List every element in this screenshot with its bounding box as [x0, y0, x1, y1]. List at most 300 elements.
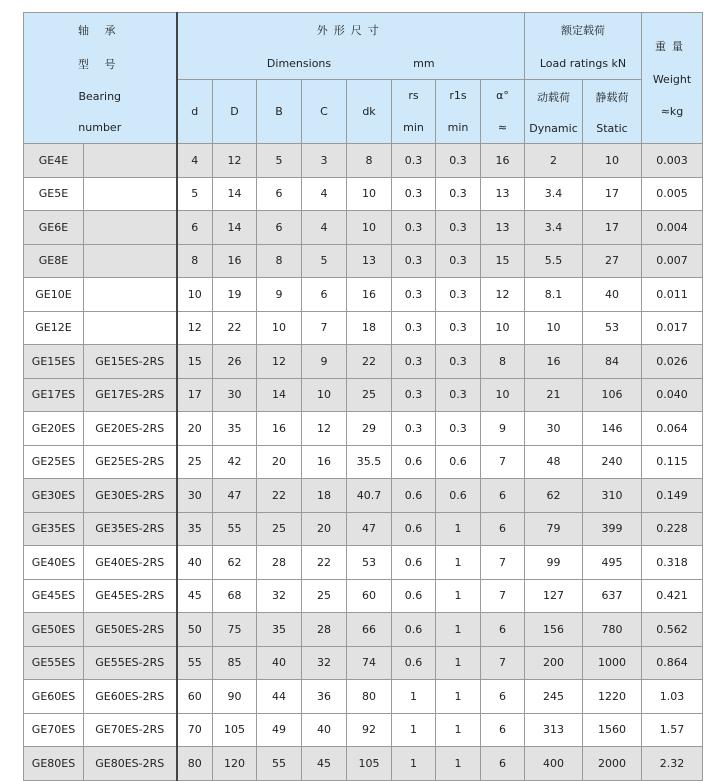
cell-d: 4	[177, 144, 213, 178]
cell-B: 55	[257, 747, 302, 781]
table-row	[24, 244, 703, 278]
cell-weight: 0.318	[642, 546, 703, 580]
table-row	[24, 747, 703, 781]
cell-C: 4	[302, 211, 347, 245]
cell-model-2rs: GE80ES-2RS	[84, 747, 177, 781]
cell-C: 9	[302, 345, 347, 379]
cell-r1s: 0.3	[436, 278, 481, 312]
cell-rs: 0.3	[392, 345, 436, 379]
cell-dk: 74	[347, 646, 392, 680]
cell-weight: 0.064	[642, 412, 703, 446]
load-ratings-en: Load ratings kN	[539, 56, 627, 70]
cell-dynamic-load: 3.4	[525, 177, 583, 211]
cell-d: 30	[177, 479, 213, 513]
dimensions-header	[177, 13, 525, 80]
cell-r1s: 0.3	[436, 177, 481, 211]
cell-D: 68	[213, 579, 257, 613]
table-row	[24, 412, 703, 446]
bearing-en-line1: Bearing	[78, 89, 122, 103]
cell-weight: 0.026	[642, 345, 703, 379]
cell-C: 18	[302, 479, 347, 513]
cell-static-load: 495	[583, 546, 642, 580]
table-row	[24, 680, 703, 714]
cell-dk: 25	[347, 378, 392, 412]
cell-model-e: GE17ES	[24, 378, 84, 412]
col-alpha-label: α°	[496, 89, 509, 103]
cell-alpha: 7	[481, 646, 525, 680]
cell-model-e: GE40ES	[24, 546, 84, 580]
cell-dk: 35.5	[347, 445, 392, 479]
cell-dk: 53	[347, 546, 392, 580]
cell-dynamic-load: 400	[525, 747, 583, 781]
cell-weight: 0.115	[642, 445, 703, 479]
cell-B: 12	[257, 345, 302, 379]
cell-r1s: 0.3	[436, 244, 481, 278]
cell-weight: 0.228	[642, 512, 703, 546]
cell-r1s: 0.3	[436, 211, 481, 245]
cell-r1s: 0.3	[436, 378, 481, 412]
cell-B: 40	[257, 646, 302, 680]
cell-D: 120	[213, 747, 257, 781]
cell-model-e: GE6E	[24, 211, 84, 245]
cell-r1s: 1	[436, 713, 481, 747]
col-D-header: D	[213, 80, 257, 144]
cell-model-2rs	[84, 211, 177, 245]
cell-dk: 29	[347, 412, 392, 446]
cell-d: 15	[177, 345, 213, 379]
cell-model-e: GE12E	[24, 311, 84, 345]
cell-weight: 0.004	[642, 211, 703, 245]
cell-r1s: 1	[436, 546, 481, 580]
cell-model-2rs: GE30ES-2RS	[84, 479, 177, 513]
cell-model-e: GE5E	[24, 177, 84, 211]
cell-r1s: 1	[436, 579, 481, 613]
cell-alpha: 9	[481, 412, 525, 446]
table-row	[24, 512, 703, 546]
cell-B: 49	[257, 713, 302, 747]
cell-C: 32	[302, 646, 347, 680]
bearing-number-header	[24, 13, 177, 144]
cell-model-e: GE4E	[24, 144, 84, 178]
cell-dynamic-load: 48	[525, 445, 583, 479]
cell-d: 45	[177, 579, 213, 613]
table-row	[24, 345, 703, 379]
col-static-header	[583, 80, 642, 144]
col-alpha-sub: ≈	[497, 120, 508, 134]
cell-model-2rs	[84, 278, 177, 312]
cell-C: 20	[302, 512, 347, 546]
cell-C: 28	[302, 613, 347, 647]
col-r1s-header	[436, 80, 481, 144]
cell-D: 12	[213, 144, 257, 178]
cell-d: 8	[177, 244, 213, 278]
cell-model-e: GE60ES	[24, 680, 84, 714]
cell-d: 5	[177, 177, 213, 211]
load-ratings-header	[525, 13, 642, 80]
cell-D: 26	[213, 345, 257, 379]
col-C-header: C	[302, 80, 347, 144]
cell-D: 22	[213, 311, 257, 345]
cell-dynamic-load: 5.5	[525, 244, 583, 278]
cell-static-load: 40	[583, 278, 642, 312]
bearing-en-line2: number	[78, 120, 122, 134]
weight-cn: 重量	[655, 39, 689, 53]
cell-rs: 0.3	[392, 378, 436, 412]
cell-model-e: GE30ES	[24, 479, 84, 513]
cell-weight: 0.040	[642, 378, 703, 412]
cell-alpha: 10	[481, 311, 525, 345]
cell-weight: 2.32	[642, 747, 703, 781]
cell-alpha: 13	[481, 211, 525, 245]
cell-weight: 0.864	[642, 646, 703, 680]
cell-alpha: 7	[481, 579, 525, 613]
cell-model-e: GE50ES	[24, 613, 84, 647]
cell-alpha: 15	[481, 244, 525, 278]
weight-header	[642, 13, 703, 144]
weight-en: Weight	[652, 72, 692, 86]
cell-alpha: 10	[481, 378, 525, 412]
cell-static-load: 637	[583, 579, 642, 613]
cell-model-2rs: GE70ES-2RS	[84, 713, 177, 747]
cell-static-load: 84	[583, 345, 642, 379]
cell-B: 8	[257, 244, 302, 278]
cell-d: 80	[177, 747, 213, 781]
cell-D: 105	[213, 713, 257, 747]
bearing-cn-line2: 型 号	[78, 58, 122, 72]
cell-D: 47	[213, 479, 257, 513]
col-d-header: d	[177, 80, 213, 144]
cell-model-2rs: GE40ES-2RS	[84, 546, 177, 580]
col-dk-header: dk	[347, 80, 392, 144]
cell-d: 6	[177, 211, 213, 245]
cell-dk: 60	[347, 579, 392, 613]
cell-static-load: 146	[583, 412, 642, 446]
cell-d: 40	[177, 546, 213, 580]
cell-rs: 0.3	[392, 412, 436, 446]
cell-B: 16	[257, 412, 302, 446]
cell-alpha: 13	[481, 177, 525, 211]
cell-r1s: 0.3	[436, 345, 481, 379]
cell-model-2rs	[84, 311, 177, 345]
cell-C: 16	[302, 445, 347, 479]
cell-static-load: 1000	[583, 646, 642, 680]
cell-B: 6	[257, 211, 302, 245]
cell-dk: 80	[347, 680, 392, 714]
cell-r1s: 0.6	[436, 445, 481, 479]
cell-dynamic-load: 99	[525, 546, 583, 580]
cell-dynamic-load: 16	[525, 345, 583, 379]
cell-D: 19	[213, 278, 257, 312]
cell-B: 6	[257, 177, 302, 211]
cell-static-load: 17	[583, 177, 642, 211]
cell-model-2rs: GE55ES-2RS	[84, 646, 177, 680]
cell-alpha: 6	[481, 512, 525, 546]
cell-D: 30	[213, 378, 257, 412]
cell-model-2rs: GE25ES-2RS	[84, 445, 177, 479]
dimensions-en-row	[178, 57, 525, 70]
cell-dynamic-load: 2	[525, 144, 583, 178]
cell-alpha: 8	[481, 345, 525, 379]
cell-model-2rs: GE17ES-2RS	[84, 378, 177, 412]
cell-dynamic-load: 127	[525, 579, 583, 613]
cell-d: 70	[177, 713, 213, 747]
cell-rs: 0.3	[392, 278, 436, 312]
cell-model-2rs	[84, 177, 177, 211]
cell-D: 35	[213, 412, 257, 446]
table-row	[24, 378, 703, 412]
col-static-en: Static	[596, 121, 628, 135]
cell-alpha: 6	[481, 747, 525, 781]
cell-weight: 0.011	[642, 278, 703, 312]
cell-alpha: 6	[481, 713, 525, 747]
cell-dynamic-load: 200	[525, 646, 583, 680]
table-row	[24, 546, 703, 580]
cell-C: 22	[302, 546, 347, 580]
col-rs-header	[392, 80, 436, 144]
cell-dk: 8	[347, 144, 392, 178]
table-row	[24, 144, 703, 178]
cell-D: 75	[213, 613, 257, 647]
cell-dk: 92	[347, 713, 392, 747]
cell-dynamic-load: 156	[525, 613, 583, 647]
cell-C: 5	[302, 244, 347, 278]
cell-model-2rs: GE15ES-2RS	[84, 345, 177, 379]
cell-weight: 0.007	[642, 244, 703, 278]
cell-weight: 1.57	[642, 713, 703, 747]
cell-r1s: 0.3	[436, 412, 481, 446]
cell-weight: 0.003	[642, 144, 703, 178]
cell-rs: 0.6	[392, 579, 436, 613]
cell-static-load: 17	[583, 211, 642, 245]
cell-static-load: 310	[583, 479, 642, 513]
cell-C: 10	[302, 378, 347, 412]
table-row	[24, 613, 703, 647]
cell-C: 36	[302, 680, 347, 714]
table-row	[24, 311, 703, 345]
cell-rs: 0.3	[392, 311, 436, 345]
weight-unit: ≈kg	[660, 105, 684, 119]
cell-model-2rs: GE35ES-2RS	[84, 512, 177, 546]
cell-rs: 0.3	[392, 244, 436, 278]
cell-C: 3	[302, 144, 347, 178]
cell-D: 85	[213, 646, 257, 680]
table-body	[24, 144, 703, 781]
cell-C: 7	[302, 311, 347, 345]
cell-alpha: 6	[481, 613, 525, 647]
cell-D: 90	[213, 680, 257, 714]
cell-B: 28	[257, 546, 302, 580]
cell-D: 55	[213, 512, 257, 546]
cell-dynamic-load: 245	[525, 680, 583, 714]
cell-dynamic-load: 10	[525, 311, 583, 345]
cell-dk: 105	[347, 747, 392, 781]
cell-model-e: GE80ES	[24, 747, 84, 781]
cell-D: 62	[213, 546, 257, 580]
bearing-cn-line1: 轴 承	[78, 24, 122, 38]
cell-dk: 13	[347, 244, 392, 278]
cell-C: 12	[302, 412, 347, 446]
table-row	[24, 278, 703, 312]
cell-static-load: 1220	[583, 680, 642, 714]
cell-weight: 0.421	[642, 579, 703, 613]
cell-model-e: GE10E	[24, 278, 84, 312]
cell-r1s: 1	[436, 646, 481, 680]
cell-dynamic-load: 8.1	[525, 278, 583, 312]
cell-r1s: 1	[436, 747, 481, 781]
cell-d: 35	[177, 512, 213, 546]
cell-rs: 0.6	[392, 512, 436, 546]
cell-dk: 22	[347, 345, 392, 379]
cell-rs: 0.6	[392, 445, 436, 479]
cell-C: 45	[302, 747, 347, 781]
cell-B: 5	[257, 144, 302, 178]
cell-B: 14	[257, 378, 302, 412]
table-row	[24, 479, 703, 513]
cell-d: 20	[177, 412, 213, 446]
cell-d: 10	[177, 278, 213, 312]
cell-rs: 0.3	[392, 211, 436, 245]
col-r1s-label: r1s	[449, 89, 467, 103]
cell-alpha: 6	[481, 479, 525, 513]
col-r1s-sub: min	[447, 120, 469, 134]
cell-B: 20	[257, 445, 302, 479]
dimensions-en: Dimensions	[266, 56, 332, 70]
cell-model-e: GE8E	[24, 244, 84, 278]
cell-model-2rs: GE50ES-2RS	[84, 613, 177, 647]
cell-B: 10	[257, 311, 302, 345]
cell-static-load: 10	[583, 144, 642, 178]
cell-r1s: 1	[436, 680, 481, 714]
cell-D: 42	[213, 445, 257, 479]
cell-B: 32	[257, 579, 302, 613]
cell-static-load: 27	[583, 244, 642, 278]
cell-static-load: 1560	[583, 713, 642, 747]
col-static-cn: 静载荷	[595, 90, 629, 104]
cell-d: 12	[177, 311, 213, 345]
cell-dynamic-load: 3.4	[525, 211, 583, 245]
cell-model-e: GE20ES	[24, 412, 84, 446]
cell-model-2rs: GE20ES-2RS	[84, 412, 177, 446]
col-alpha-header	[481, 80, 525, 144]
cell-model-2rs: GE45ES-2RS	[84, 579, 177, 613]
cell-alpha: 7	[481, 445, 525, 479]
cell-r1s: 0.6	[436, 479, 481, 513]
cell-dynamic-load: 79	[525, 512, 583, 546]
cell-rs: 1	[392, 747, 436, 781]
cell-B: 44	[257, 680, 302, 714]
cell-rs: 0.6	[392, 646, 436, 680]
cell-dk: 40.7	[347, 479, 392, 513]
cell-r1s: 0.3	[436, 144, 481, 178]
cell-model-e: GE45ES	[24, 579, 84, 613]
cell-B: 22	[257, 479, 302, 513]
cell-d: 60	[177, 680, 213, 714]
cell-rs: 1	[392, 713, 436, 747]
cell-model-e: GE25ES	[24, 445, 84, 479]
cell-D: 16	[213, 244, 257, 278]
dimensions-unit: mm	[413, 56, 435, 70]
cell-alpha: 16	[481, 144, 525, 178]
cell-d: 50	[177, 613, 213, 647]
cell-model-e: GE15ES	[24, 345, 84, 379]
cell-d: 17	[177, 378, 213, 412]
cell-rs: 0.6	[392, 479, 436, 513]
cell-static-load: 106	[583, 378, 642, 412]
cell-r1s: 0.3	[436, 311, 481, 345]
cell-C: 25	[302, 579, 347, 613]
cell-r1s: 1	[436, 613, 481, 647]
cell-rs: 0.3	[392, 177, 436, 211]
cell-B: 9	[257, 278, 302, 312]
table-row	[24, 211, 703, 245]
cell-dk: 10	[347, 177, 392, 211]
cell-rs: 0.6	[392, 613, 436, 647]
cell-weight: 0.005	[642, 177, 703, 211]
col-dynamic-header	[525, 80, 583, 144]
table-row	[24, 646, 703, 680]
col-rs-sub: min	[403, 120, 424, 134]
cell-dynamic-load: 62	[525, 479, 583, 513]
col-dynamic-cn: 动载荷	[537, 90, 570, 104]
cell-rs: 0.6	[392, 546, 436, 580]
cell-dk: 10	[347, 211, 392, 245]
table-row	[24, 713, 703, 747]
cell-weight: 0.149	[642, 479, 703, 513]
cell-dynamic-load: 313	[525, 713, 583, 747]
cell-C: 4	[302, 177, 347, 211]
cell-model-2rs: GE60ES-2RS	[84, 680, 177, 714]
dimensions-cn: 外形尺寸	[316, 24, 385, 38]
cell-weight: 1.03	[642, 680, 703, 714]
cell-B: 35	[257, 613, 302, 647]
cell-static-load: 780	[583, 613, 642, 647]
cell-weight: 0.562	[642, 613, 703, 647]
cell-static-load: 2000	[583, 747, 642, 781]
cell-model-e: GE35ES	[24, 512, 84, 546]
cell-dk: 66	[347, 613, 392, 647]
cell-alpha: 7	[481, 546, 525, 580]
table-row	[24, 445, 703, 479]
cell-model-e: GE70ES	[24, 713, 84, 747]
table-row	[24, 177, 703, 211]
cell-weight: 0.017	[642, 311, 703, 345]
cell-dk: 16	[347, 278, 392, 312]
cell-dk: 18	[347, 311, 392, 345]
cell-static-load: 240	[583, 445, 642, 479]
cell-D: 14	[213, 177, 257, 211]
col-B-header: B	[257, 80, 302, 144]
cell-d: 55	[177, 646, 213, 680]
col-rs-label: rs	[408, 89, 419, 103]
cell-model-2rs	[84, 244, 177, 278]
cell-model-2rs	[84, 144, 177, 178]
cell-d: 25	[177, 445, 213, 479]
load-ratings-cn: 额定载荷	[561, 24, 605, 38]
cell-C: 6	[302, 278, 347, 312]
cell-rs: 0.3	[392, 144, 436, 178]
cell-static-load: 399	[583, 512, 642, 546]
cell-dynamic-load: 30	[525, 412, 583, 446]
cell-static-load: 53	[583, 311, 642, 345]
cell-C: 40	[302, 713, 347, 747]
table-row	[24, 579, 703, 613]
cell-dynamic-load: 21	[525, 378, 583, 412]
col-dynamic-en: Dynamic	[529, 121, 578, 135]
cell-r1s: 1	[436, 512, 481, 546]
cell-D: 14	[213, 211, 257, 245]
cell-B: 25	[257, 512, 302, 546]
cell-alpha: 6	[481, 680, 525, 714]
